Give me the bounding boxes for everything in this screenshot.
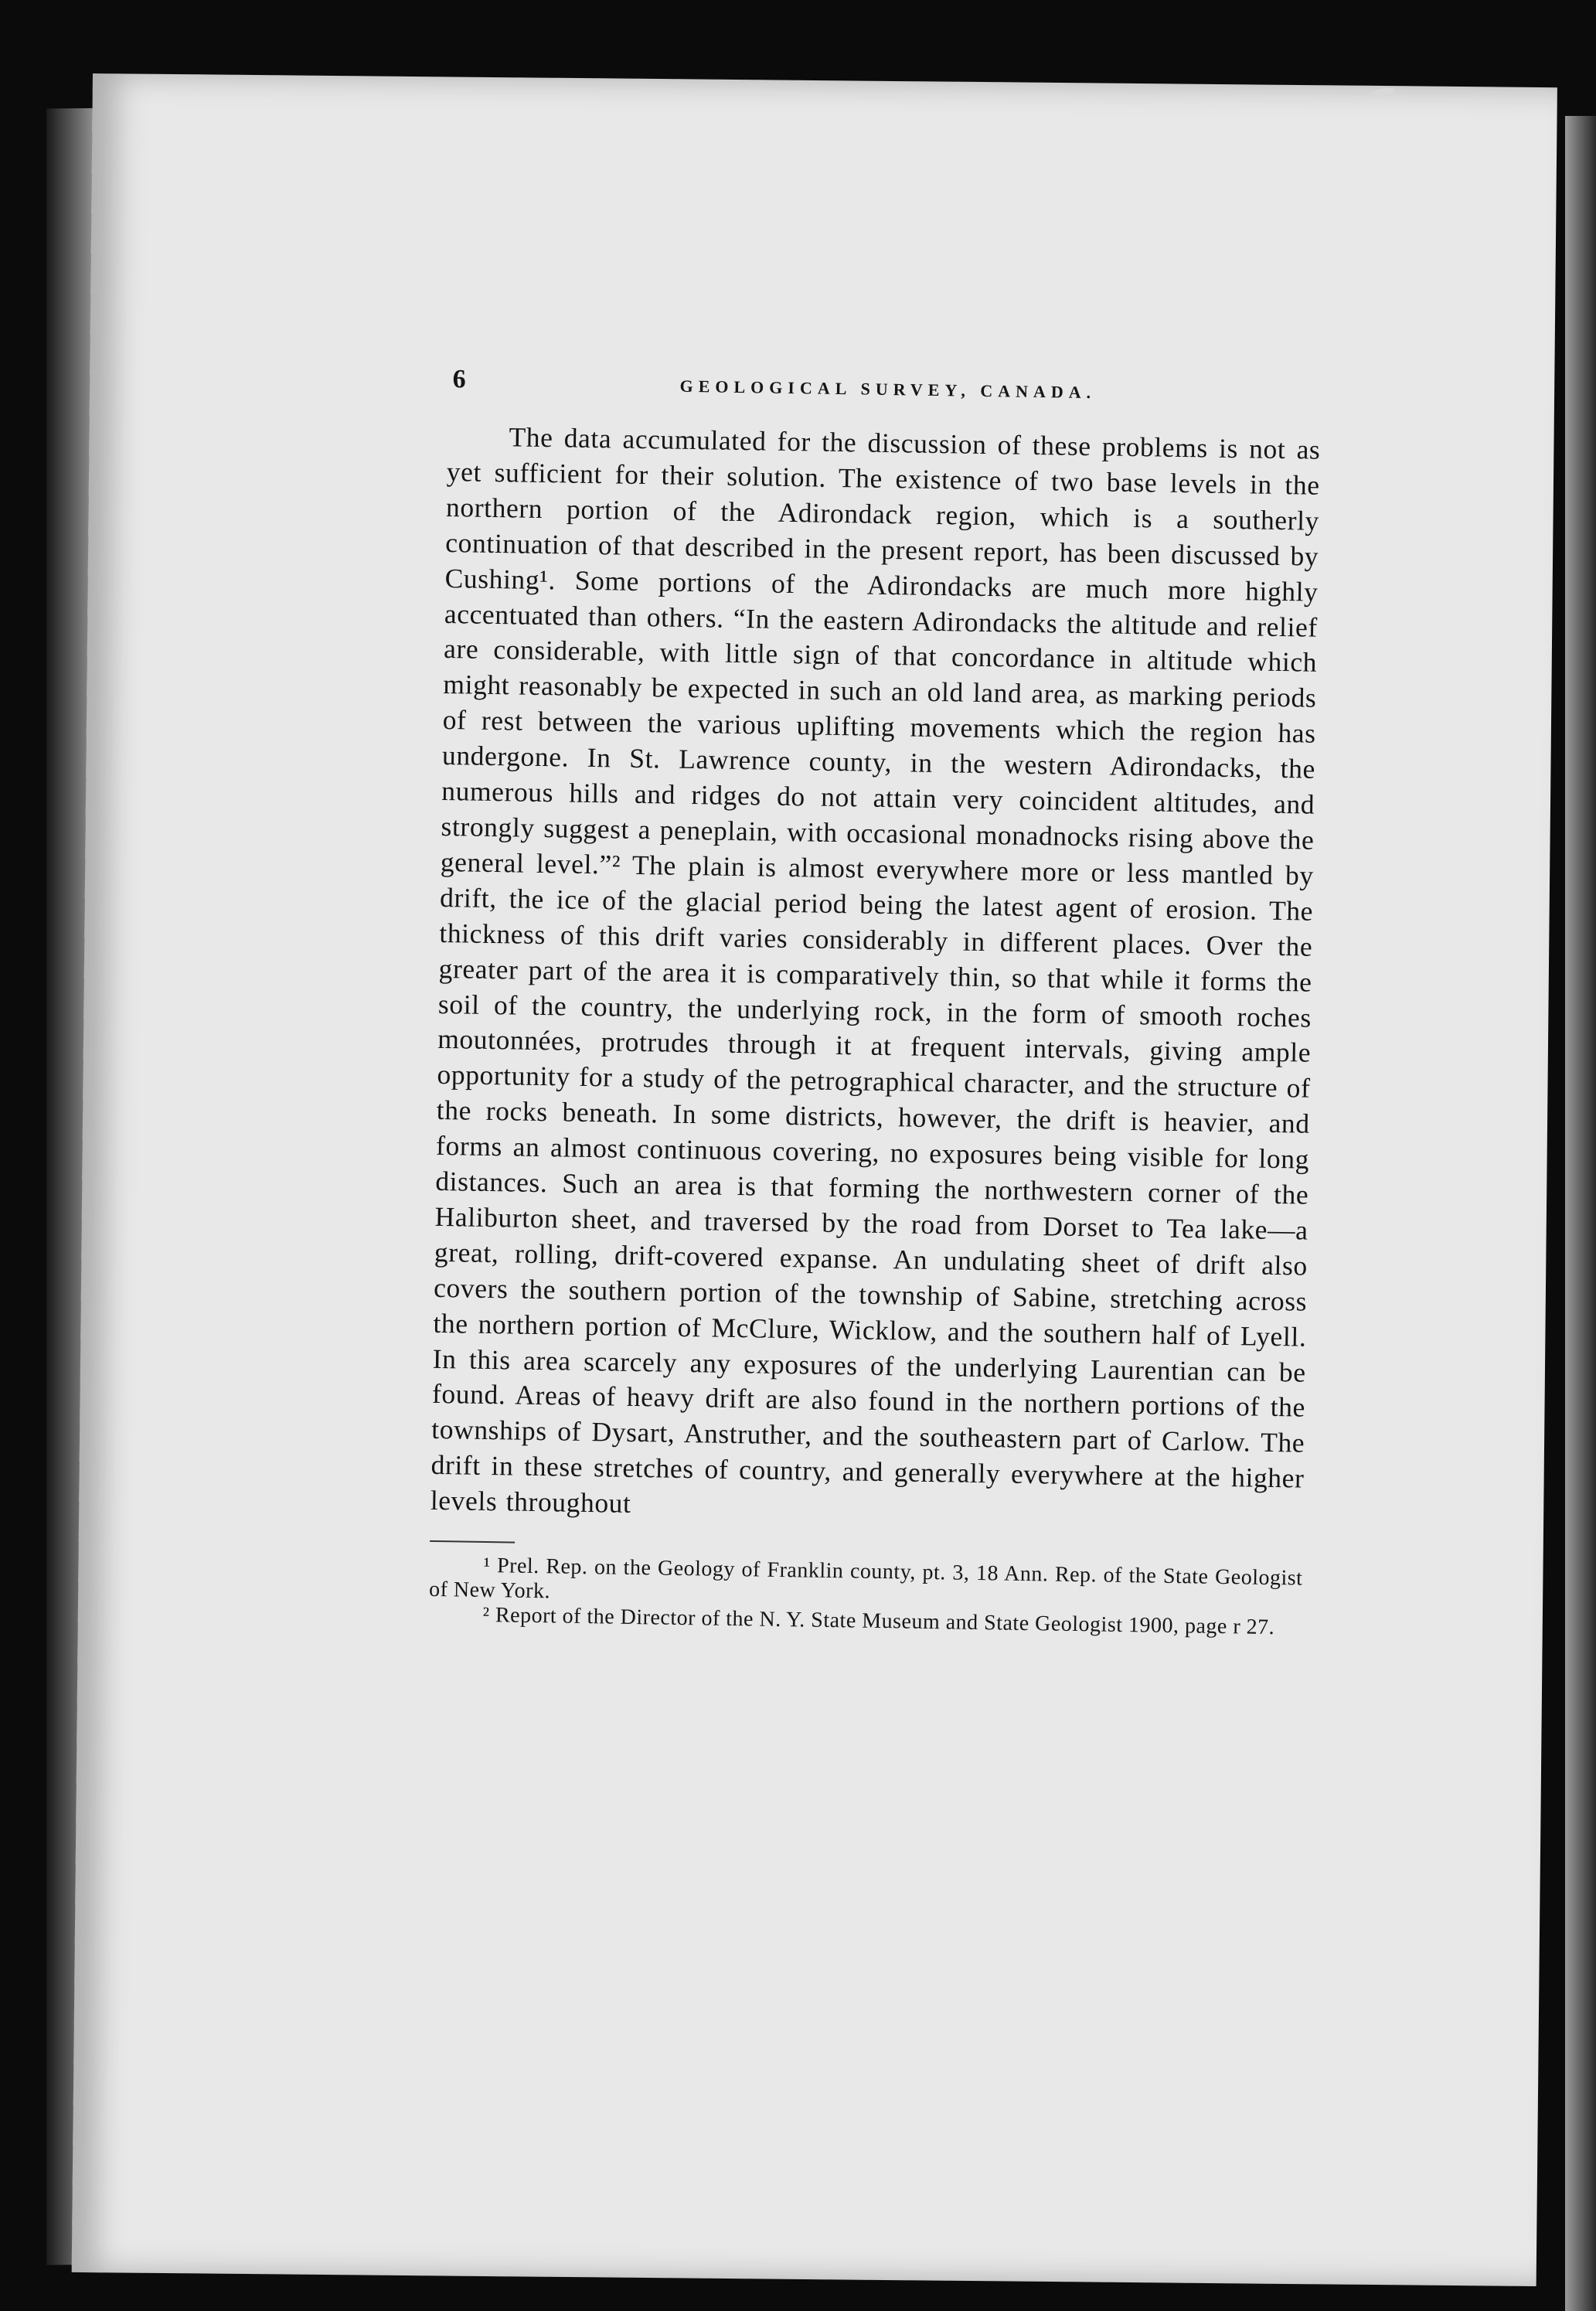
running-head: GEOLOGICAL SURVEY, CANADA. (679, 376, 1097, 403)
footnote-2: ² Report of the Director of the N. Y. State Museum and State Geologist 1900, page r 27. (482, 1603, 1275, 1640)
page-text-block (328, 363, 1321, 1641)
footnote-divider (430, 1540, 515, 1544)
book-right-edge (1565, 116, 1596, 2311)
body-paragraph: The data accumulated for the discussion of these problems is not as yet sufficient for their solution. The existence of two base levels in the northern portion of the Adirondack region, which is a southerly continuation of that described in the present report, has been discussed by Cushing¹. Some portions of the Adirondacks are much more highly accentuated than others. “In the eastern Adirondacks the altitude and relief are considerable, with little sign of that concordance in altitude which might reasonably be expected in such an old land area, as marking periods of rest between the various uplifting movements which the region has undergone. In St. Lawrence county, in the western Adirondacks, the numerous hills and ridges do not attain very coincident altitudes, and strongly suggest a peneplain, with occasional monadnocks rising above the general level.”² The plain is almost everywhere more or less mantled by drift, the ice of the glacial period being the latest agent of erosion. The thickness of this drift varies considerably in different places. Over the greater part of the area it is comparatively thin, so that while it forms the soil of the country, the underlying rock, in the form of smooth roches moutonnées, protrudes through it at frequent intervals, giving ample opportunity for a study of the petrographical character, and the structure of the rocks beneath. In some districts, however, the drift is heavier, and forms an almost continuous covering, no exposures being visible for long distances. Such an area is that forming the northwestern corner of the Haliburton sheet, and traversed by the road from Dorset to Tea lake—a great, rolling, drift-covered expanse. An undulating sheet of drift also covers the southern portion of the township of Sabine, stretching across the northern portion of McClure, Wicklow, and the southern half of Lyell. In this area scarcely any exposures of the underlying Laurentian can be found. Areas of heavy drift are also found in the northern portions of the townships of Dysart, Anstruther, and the southeastern part of Carlow. The drift in these stretches of country, and generally everywhere at the higher levels throughout (430, 421, 1321, 1520)
page-number: 6 (452, 365, 466, 394)
footnote-1: ¹ Prel. Rep. on the Geology of Franklin county, pt. 3, 18 Ann. Rep. of the State Geologist of New York. (428, 1554, 1303, 1604)
